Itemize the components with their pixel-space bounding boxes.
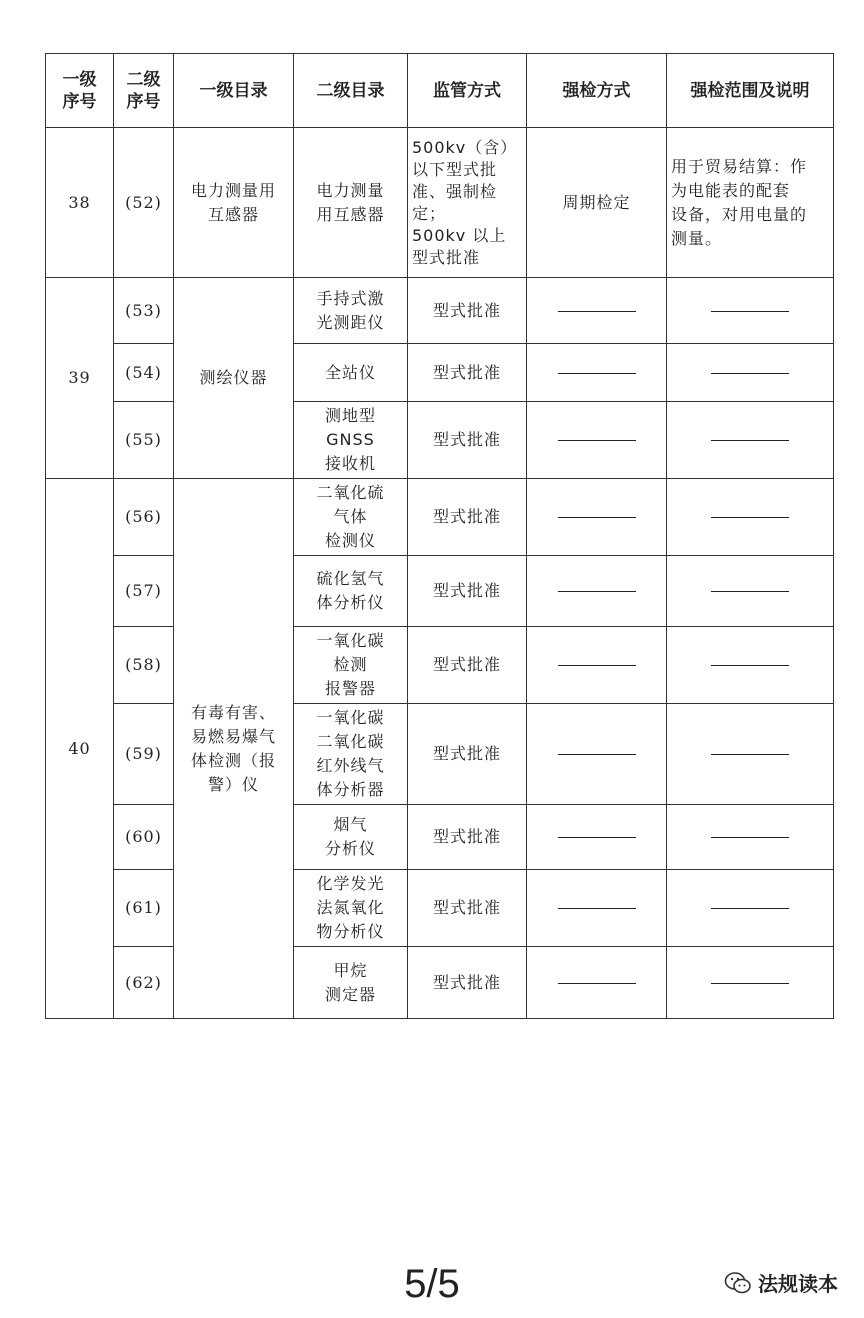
header-level1-no: 一级 序号 [46, 54, 114, 128]
header-scope: 强检范围及说明 [667, 54, 834, 128]
dash-line [711, 373, 789, 374]
level2-no: (62) [114, 947, 174, 1019]
scope-description [667, 344, 834, 402]
supervision-method: 型式批准 [408, 870, 527, 947]
supervision-method: 型式批准 [408, 947, 527, 1019]
dash-line [558, 837, 636, 838]
level2-no: (58) [114, 627, 174, 704]
level2-no: (61) [114, 870, 174, 947]
dash-line [711, 665, 789, 666]
table-row [46, 870, 834, 947]
level1-catalog: 测绘仪器 [174, 278, 294, 479]
level2-catalog: 二氧化硫 气体 检测仪 [294, 479, 408, 556]
level2-catalog: 一氧化碳 二氧化碳 红外线气 体分析器 [294, 704, 408, 805]
level2-catalog: 电力测量 用互感器 [294, 128, 408, 278]
level2-catalog: 一氧化碳 检测 报警器 [294, 627, 408, 704]
inspection-method [527, 704, 667, 805]
header-level1-catalog: 一级目录 [174, 54, 294, 128]
level2-no: (60) [114, 805, 174, 870]
header-level2-no: 二级 序号 [114, 54, 174, 128]
scope-description [667, 704, 834, 805]
level2-no: (55) [114, 402, 174, 479]
dash-line [558, 754, 636, 755]
dash-line [558, 591, 636, 592]
dash-line [711, 440, 789, 441]
supervision-method: 型式批准 [408, 805, 527, 870]
inspection-method [527, 947, 667, 1019]
dash-line [558, 440, 636, 441]
level2-no: (52) [114, 128, 174, 278]
supervision-method: 型式批准 [408, 627, 527, 704]
inspection-method [527, 870, 667, 947]
dash-line [558, 517, 636, 518]
scope-description [667, 805, 834, 870]
scope-description: 用于贸易结算：作 为电能表的配套 设备，对用电量的 测量。 [667, 128, 834, 278]
level2-catalog: 全站仪 [294, 344, 408, 402]
level1-no: 38 [46, 128, 114, 278]
level1-no: 39 [46, 278, 114, 479]
inspection-method [527, 278, 667, 344]
dash-line [711, 311, 789, 312]
scope-description [667, 870, 834, 947]
brand-watermark [724, 1268, 838, 1297]
brand-name: 法规读本 [758, 1272, 838, 1296]
scope-description [667, 402, 834, 479]
dash-line [711, 983, 789, 984]
dash-line [558, 665, 636, 666]
dash-line [558, 311, 636, 312]
inspection-method: 周期检定 [527, 128, 667, 278]
level1-catalog: 电力测量用 互感器 [174, 128, 294, 278]
wechat-icon [724, 1271, 752, 1295]
inspection-method [527, 344, 667, 402]
level2-no: (54) [114, 344, 174, 402]
supervision-method: 型式批准 [408, 402, 527, 479]
scope-description [667, 479, 834, 556]
table-row [46, 627, 834, 704]
header-inspection: 强检方式 [527, 54, 667, 128]
table-row [46, 402, 834, 479]
table-row [46, 479, 834, 556]
inspection-method [527, 479, 667, 556]
scope-description [667, 627, 834, 704]
inspection-method [527, 805, 667, 870]
inspection-method [527, 402, 667, 479]
supervision-method: 型式批准 [408, 278, 527, 344]
dash-line [711, 908, 789, 909]
supervision-method: 型式批准 [408, 479, 527, 556]
level1-catalog: 有毒有害、 易燃易爆气 体检测（报 警）仪 [174, 479, 294, 1019]
scope-description [667, 556, 834, 627]
inspection-method [527, 556, 667, 627]
inspection-method [527, 627, 667, 704]
page-number: 5/5 [404, 1262, 460, 1306]
dash-line [711, 517, 789, 518]
table-row [46, 278, 834, 344]
level2-no: (56) [114, 479, 174, 556]
table-row [46, 947, 834, 1019]
table-row [46, 128, 834, 278]
table-row [46, 805, 834, 870]
level2-catalog: 烟气 分析仪 [294, 805, 408, 870]
scope-description [667, 947, 834, 1019]
level2-catalog: 测地型 GNSS 接收机 [294, 402, 408, 479]
header-row [46, 54, 834, 128]
level2-catalog: 硫化氢气 体分析仪 [294, 556, 408, 627]
dash-line [558, 908, 636, 909]
level1-no: 40 [46, 479, 114, 1019]
dash-line [558, 983, 636, 984]
supervision-method: 型式批准 [408, 344, 527, 402]
table-row [46, 704, 834, 805]
supervision-method: 型式批准 [408, 556, 527, 627]
scope-description [667, 278, 834, 344]
level2-catalog: 甲烷 测定器 [294, 947, 408, 1019]
dash-line [711, 754, 789, 755]
level2-no: (53) [114, 278, 174, 344]
level2-catalog: 手持式激 光测距仪 [294, 278, 408, 344]
dash-line [711, 837, 789, 838]
level2-catalog: 化学发光 法氮氧化 物分析仪 [294, 870, 408, 947]
supervision-method: 500kv（含） 以下型式批 准、强制检 定； 500kv 以上 型式批准 [408, 128, 527, 278]
level2-no: (57) [114, 556, 174, 627]
table-row [46, 556, 834, 627]
header-supervision: 监管方式 [408, 54, 527, 128]
dash-line [711, 591, 789, 592]
level2-no: (59) [114, 704, 174, 805]
dash-line [558, 373, 636, 374]
header-level2-catalog: 二级目录 [294, 54, 408, 128]
regulation-table [45, 53, 834, 1019]
supervision-method: 型式批准 [408, 704, 527, 805]
table-row [46, 344, 834, 402]
